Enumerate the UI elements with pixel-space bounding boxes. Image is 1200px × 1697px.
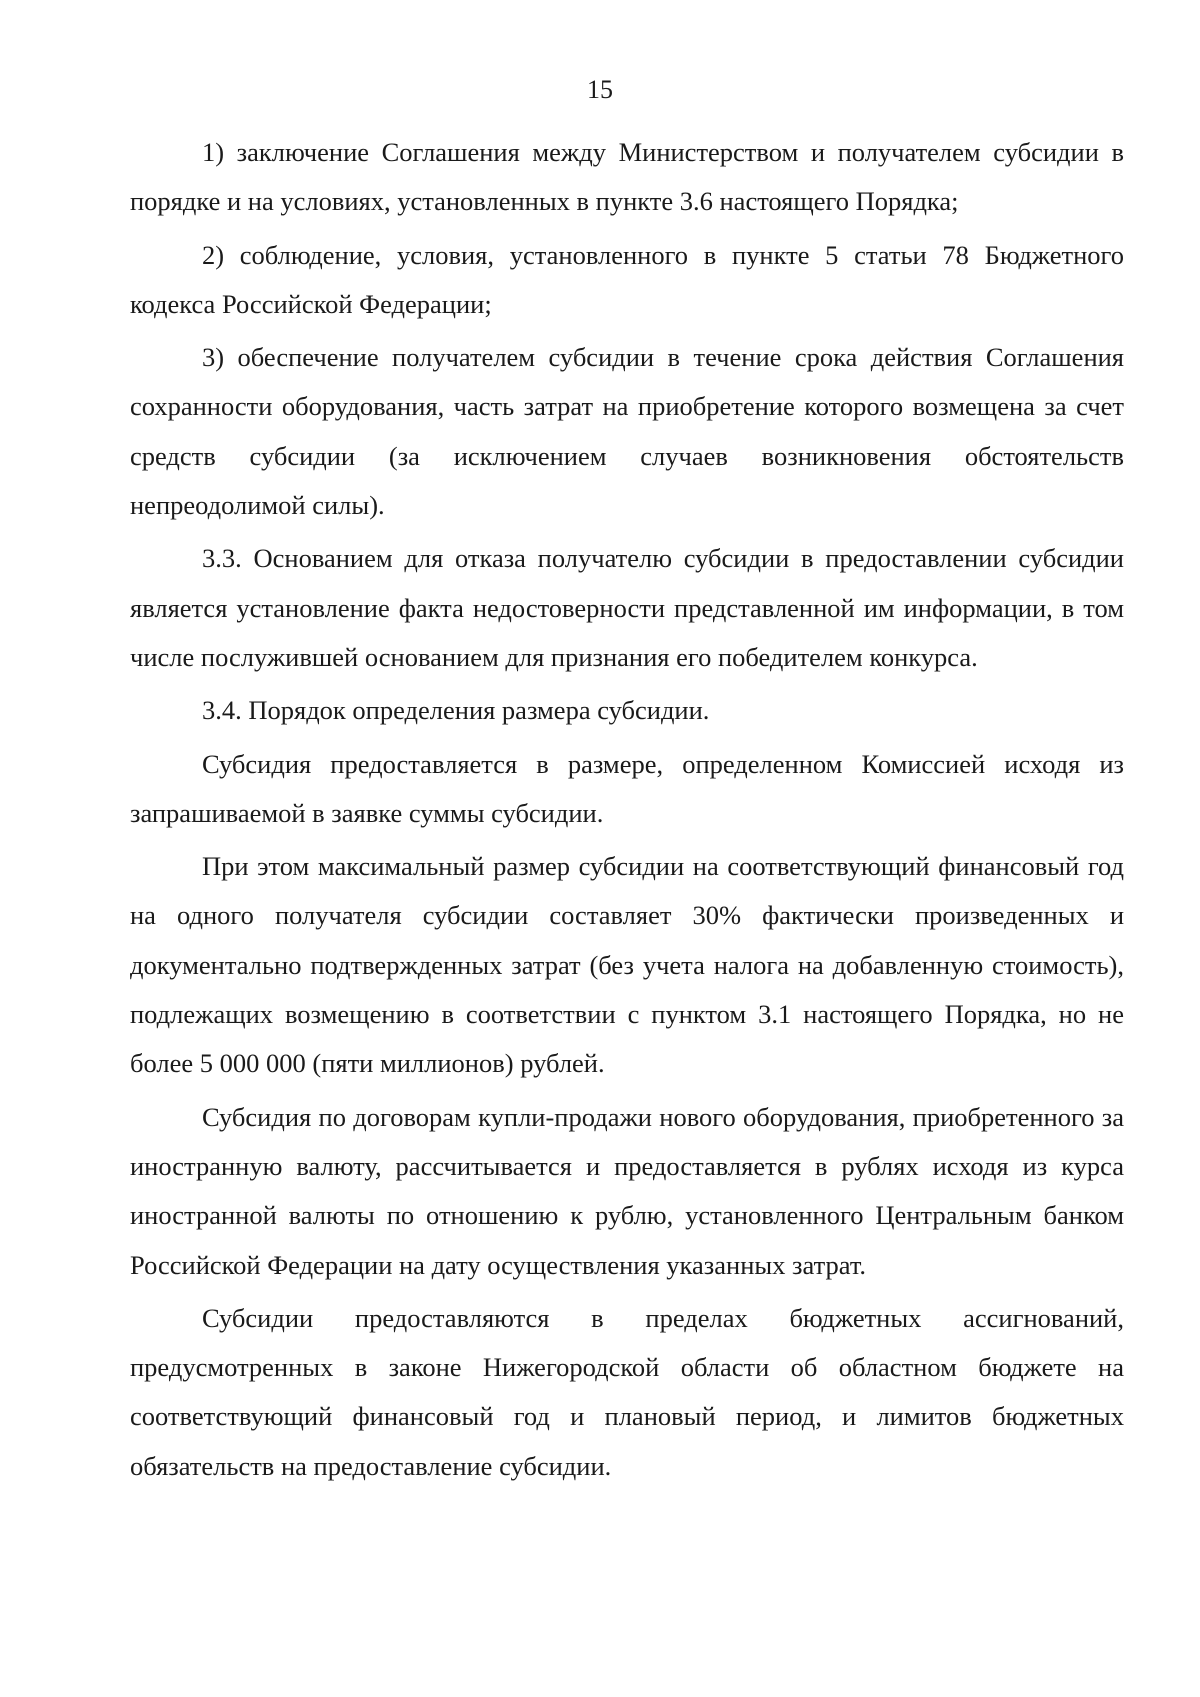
paragraph-condition-1: 1) заключение Соглашения между Министерством и получателем субсидии в порядке и на условиях, установленных в пункте 3.6 настоящего Порядка; <box>130 137 1124 217</box>
paragraph-budget-limits: Субсидии предоставляются в пределах бюджетных ассигнований, предусмотренных в законе Нижегородской области об областном бюджете на соответствующий финансовый год и плановый период, и лимитов бюджетных обязательств на предоставление субсидии. <box>130 1302 1124 1481</box>
page-number: 15 <box>587 75 613 104</box>
paragraph-condition-2: 2) соблюдение, условия, установленного в пункте 5 статьи 78 Бюджетного кодекса Российской Федерации; <box>130 239 1124 319</box>
paragraph-condition-3: 3) обеспечение получателем субсидии в течение срока действия Соглашения сохранности оборудования, часть затрат на приобретение которого возмещена за счет средств субсидии (за исключением случаев возникновения обстоятельств непреодолимой силы). <box>130 342 1124 521</box>
paragraph-subsidy-amount: Субсидия предоставляется в размере, определенном Комиссией исходя из запрашиваемой в заявке суммы субсидии. <box>130 748 1124 828</box>
paragraph-section-3-4: 3.4. Порядок определения размера субсидии. <box>202 695 710 726</box>
paragraph-foreign-currency: Субсидия по договорам купли-продажи нового оборудования, приобретенного за иностранную валюту, рассчитывается и предоставляется в рублях исходя из курса иностранной валюты по отношению к рублю, установленного Центральным банком Российской Федерации на дату осуществления указанных затрат. <box>130 1101 1124 1280</box>
document-body <box>130 128 1124 1495</box>
paragraph-maximum-size: При этом максимальный размер субсидии на соответствующий финансовый год на одного получателя субсидии составляет 30% фактически произведенных и документально подтвержденных затрат (без учета налога на добавленную стоимость), подлежащих возмещению в соответствии с пунктом 3.1 настоящего Порядка, но не более 5 000 000 (пяти миллионов) рублей. <box>130 851 1124 1079</box>
paragraph-section-3-3: 3.3. Основанием для отказа получателю субсидии в предоставлении субсидии является установление факта недостоверности представленной им информации, в том числе послужившей основанием для признания его победителем конкурса. <box>130 543 1124 672</box>
